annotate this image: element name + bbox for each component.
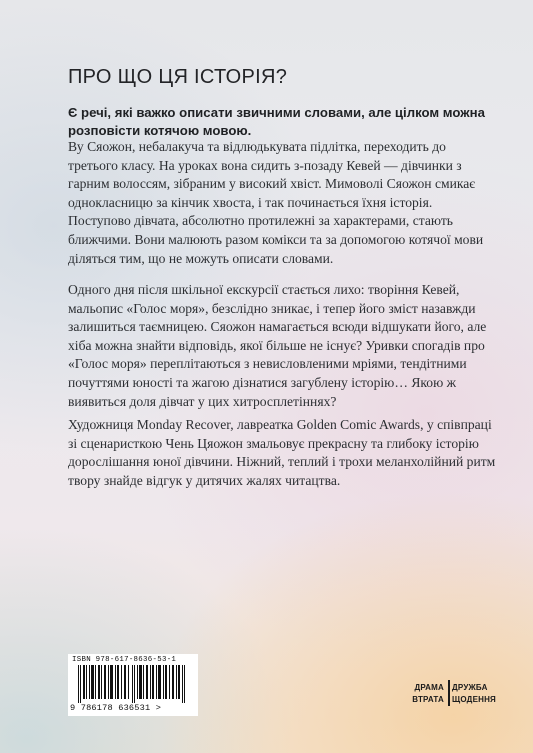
publisher-word-top-left: ДРАМА (414, 682, 444, 692)
isbn-label: ISBN 978-617-8636-53-1 (72, 656, 177, 664)
publisher-logo-divider (448, 680, 450, 706)
barcode-number: 9 786178 636531 > (70, 703, 162, 713)
publisher-word-bottom-left: ВТРАТА (412, 694, 444, 704)
publisher-logo (400, 681, 496, 705)
lead-paragraph: Є речі, які важко описати звичними словами, але цілком можна розповісти котячою мовою. (68, 105, 485, 138)
publisher-word-top-right: ДРУЖБА (452, 682, 488, 692)
publisher-word-bottom-right: ЩОДЕННЯ (452, 694, 497, 704)
synopsis-paragraph-1: Ву Сяожон, небалакуча та відлюдькувата підлітка, переходить до третього класу. На уроках вона сидить з-позаду Кевей — дівчинки з гарним волоссям, зібраним у високий хвіст. Мимоволі Сяожон смикає однокласницю за кінчик хвоста, і так починається їхня історія. Поступово дівчата, абсолютно протилежні за характерами, стають ближчими. Вони малюють разом комікси та за допомогою котячої мови діляться тим, що не можуть описати словами. (68, 139, 484, 266)
isbn-barcode (68, 654, 198, 716)
synopsis-paragraph-2: Одного дня після шкільної екскурсії стається лихо: творіння Кевей, мальопис «Голос моря», безслідно зникає, і тепер його зміст назавжди залишиться таємницею. Сяожон намагається всюди відшукати його, але хіба можна знайти відповідь, якої більше не існує? Уривки спогадів про «Голос моря» переплітаються з невисловленими мріями, тендітними почуттями юності та жагою дізнатися загублену історію… Якою ж виявиться доля дівчат у цих хитросплетіннях? (68, 282, 487, 409)
section-title: ПРО ЩО ЦЯ ІСТОРІЯ? (68, 66, 288, 88)
barcode-bars-icon (78, 665, 190, 703)
synopsis-paragraph-3: Художниця Monday Recover, лавреатка Golden Comic Awards, у співпраці зі сценаристкою Чень Цяожон змальовує прекрасну та глибоку історію дорослішання юної дівчини. Ніжний, теплий і трохи меланхолійний ритм твору знайде відгук у дитячих жалях читацтва. (68, 417, 496, 488)
